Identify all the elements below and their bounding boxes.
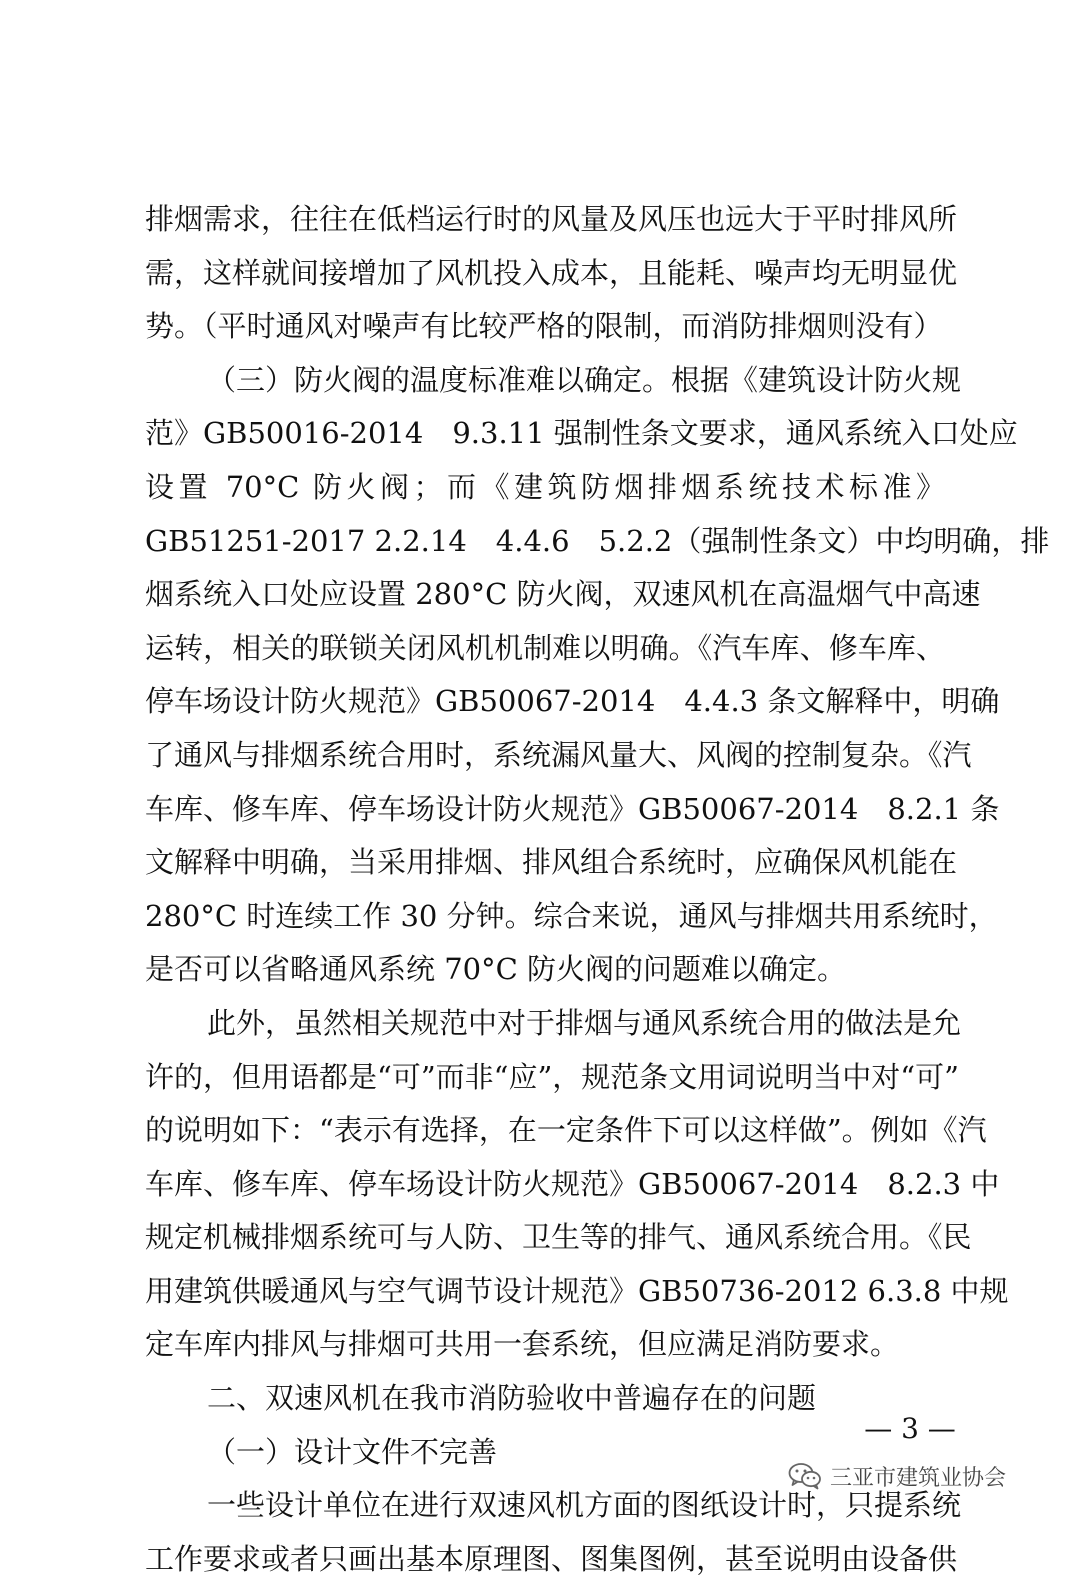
wechat-icon: [788, 1462, 822, 1490]
text-line: 用建筑供暖通风与空气调节设计规范》GB50736-2012 6.3.8 中规: [145, 1273, 1009, 1308]
text-line: 规定机械排烟系统可与人防、卫生等的排气、通风系统合用。《民: [145, 1220, 972, 1255]
text-line: GB51251-2017 2.2.14 4.4.6 5.2.2（强制性条文）中均明确，排: [145, 523, 1050, 558]
text-line: 势。（平时通风对噪声有比较严格的限制，而消防排烟则没有）: [145, 309, 943, 344]
text-line: 文解释中明确，当采用排烟、排风组合系统时，应确保风机能在: [145, 845, 958, 880]
text-line: 设置 70°C 防火阀；而《建筑防烟排烟系统技术标准》: [145, 469, 945, 504]
text-line: 一些设计单位在进行双速风机方面的图纸设计时，只提系统: [207, 1488, 962, 1523]
section-heading: 二、双速风机在我市消防验收中普遍存在的问题: [207, 1381, 817, 1416]
text-line: 了通风与排烟系统合用时，系统漏风量大、风阀的控制复杂。《汽: [145, 737, 972, 772]
text-line: 需，这样就间接增加了风机投入成本，且能耗、噪声均无明显优: [145, 255, 958, 290]
text-line: 范》GB50016-2014 9.3.11 强制性条文要求，通风系统入口处应: [145, 416, 1018, 451]
watermark: [788, 1456, 1006, 1496]
text-line: 运转，相关的联锁关闭风机机制难以明确。《汽车库、修车库、: [145, 630, 945, 665]
text-line: 此外，虽然相关规范中对于排烟与通风系统合用的做法是允: [207, 1005, 962, 1040]
document-body: [145, 193, 1050, 1586]
text-line: 停车场设计防火规范》GB50067-2014 4.4.3 条文解释中，明确: [145, 684, 1000, 719]
text-line: 烟系统入口处应设置 280°C 防火阀，双速风机在高温烟气中高速: [145, 577, 981, 612]
subsection-heading: （一）设计文件不完善: [207, 1434, 498, 1469]
text-line: 许的，但用语都是“可”而非“应”，规范条文用词说明当中对“可”: [145, 1059, 959, 1094]
text-line: 车库、修车库、停车场设计防火规范》GB50067-2014 8.2.1 条: [145, 791, 1000, 826]
text-line: 工作要求或者只画出基本原理图、图集图例，甚至说明由设备供: [145, 1541, 958, 1576]
text-line: 定车库内排风与排烟可共用一套系统，但应满足消防要求。: [145, 1327, 900, 1362]
watermark-text: 三亚市建筑业协会: [830, 1465, 1007, 1491]
page-number: — 3 —: [864, 1412, 956, 1445]
text-line: 是否可以省略通风系统 70°C 防火阀的问题难以确定。: [145, 952, 847, 987]
text-line: 排烟需求，往往在低档运行时的风量及风压也远大于平时排风所: [145, 202, 958, 236]
text-line: 车库、修车库、停车场设计防火规范》GB50067-2014 8.2.3 中: [145, 1166, 1000, 1201]
text-line: 280°C 时连续工作 30 分钟。综合来说，通风与排烟共用系统时，: [145, 898, 998, 933]
text-line: （三）防火阀的温度标准难以确定。根据《建筑设计防火规: [207, 362, 962, 397]
text-line: 的说明如下：“表示有选择，在一定条件下可以这样做”。例如《汽: [145, 1113, 987, 1148]
